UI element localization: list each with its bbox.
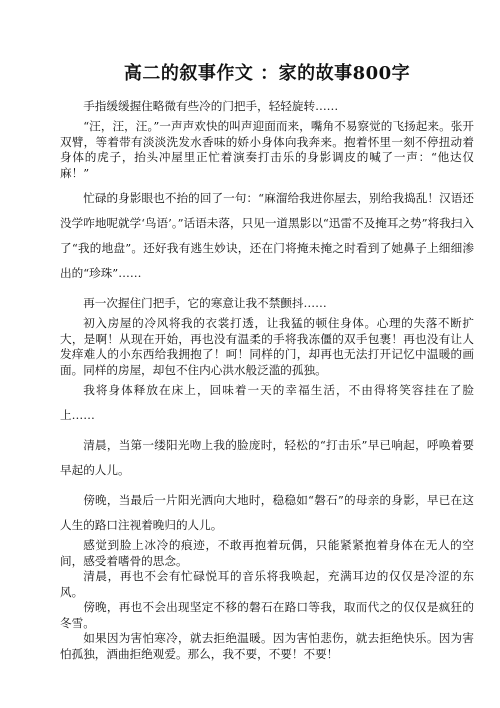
paragraph: 初入房屋的冷风将我的衣裳打透，让我猛的顿住身体。心理的失落不断扩大，是啊！从现在开始，再也没有温柔的手将我冻僵的双手包裹！再也没有让人发痒难人的小东西给我拥抱了！呵！同样的门，却再也无法打开记忆中温暖的画面。同样的房屋，却包不住内心洪水般泛滥的孤独。	[60, 316, 474, 377]
paragraph: “汪，汪，汪。”一声声欢快的叫声迎面而来，嘴角不易察觉的飞扬起来。张开双臂，等着带有淡淡洗发水香味的娇小身体向我奔来。抱着怀里一刻不停扭动着身体的虎子，抬头冲屋里正忙着演奏打击乐的身影调皮的喊了一声：“他达仅麻！”	[60, 119, 474, 180]
paragraph: 感觉到脸上冰冷的痕迹，不敢再抱着玩偶，只能紧紧抱着身体在无人的空间，感受着嗜骨的思念。	[60, 538, 474, 568]
paragraph: 傍晚，当最后一片阳光洒向大地时，稳稳如“磐石”的母亲的身影，早已在这人生的路口注视着晚归的人儿。	[60, 493, 474, 532]
paragraph: 手指缓缓握住略微有些冷的门把手，轻轻旋转……	[83, 99, 339, 113]
paragraph: 我将身体释放在床上，回味着一天的幸福生活，不由得将笑容挂在了脸上……	[60, 383, 474, 422]
paragraph: 如果因为害怕寒冷，就去拒绝温暖。因为害怕悲伤，就去拒绝快乐。因为害怕孤独，酒曲拒绝观爱。那么，我不要，不要！不要！	[60, 631, 474, 661]
paragraph: 忙碌的身影眼也不抬的回了一句：“麻溜给我进你屋去，别给我捣乱！汉语还没学咋地呢就学‘鸟语’。”话语未落，只见一道黑影以“迅雷不及掩耳之势”将我扫入了“我的地盘”。还好我有逃生妙诀，还在门将掩未掩之时看到了她鼻子上细细渗出的“珍珠”……	[60, 191, 474, 280]
document-title: 高二的叙事作文 ：家的故事800字	[123, 63, 411, 84]
paragraph: 再一次握住门把手，它的寒意让我不禁颤抖……	[83, 296, 327, 310]
paragraph: 清晨，当第一缕阳光吻上我的脸庞时，轻松的“打击乐”早已响起，呼唤着要早起的人儿。	[60, 438, 474, 477]
paragraph: 傍晚，再也不会出现坚定不移的磐石在路口等我，取而代之的仅仅是疯狂的冬雪。	[60, 600, 474, 630]
paragraph: 清晨，再也不会有忙碌悦耳的音乐将我唤起，充满耳边的仅仅是冷涩的东风。	[60, 569, 474, 599]
